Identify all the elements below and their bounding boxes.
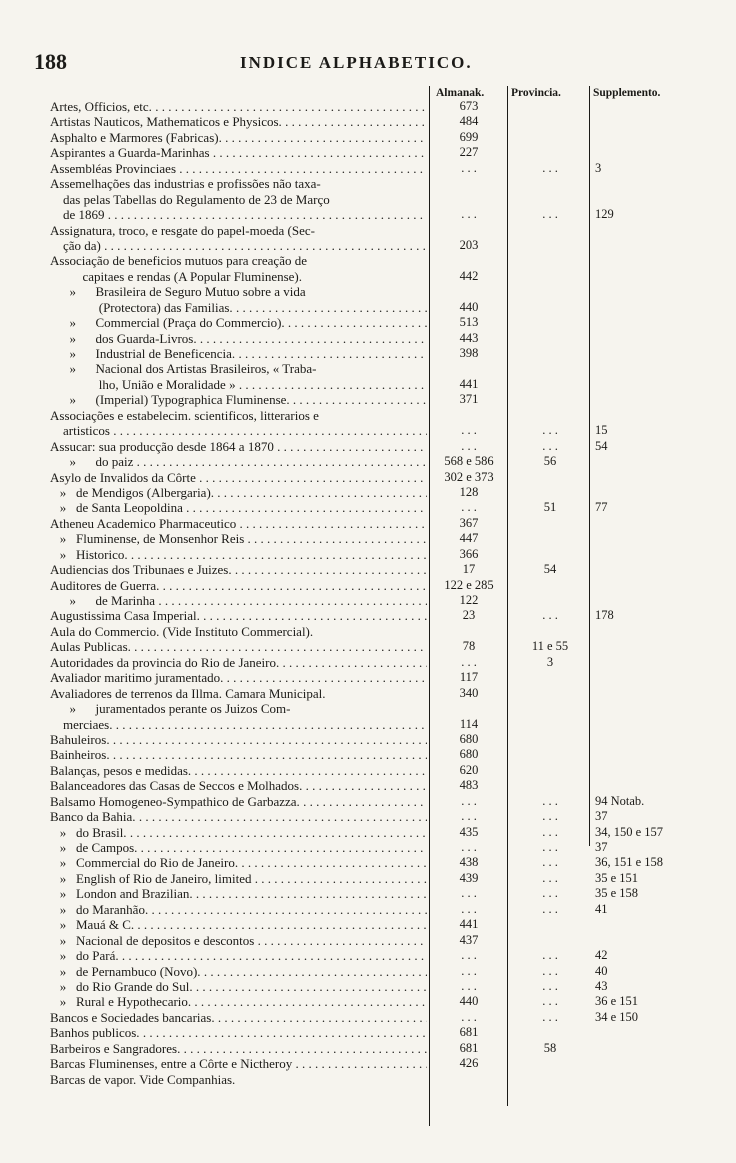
index-entry (50, 902, 690, 917)
supplemento-ref: 36, 151 e 158 (595, 855, 664, 870)
supplemento-ref: 35 e 151 (595, 870, 639, 885)
provincia-ref: . . . (542, 608, 558, 623)
entry-term: Avaliadores de terrenos da Illma. Camara Municipal. (50, 685, 326, 701)
almanak-ref: 483 (459, 778, 479, 793)
page-title: INDICE ALPHABETICO. (240, 53, 473, 72)
index-entry (50, 608, 690, 623)
entry-term: » Nacional dos Artistas Brasileiros, « Traba- (50, 361, 317, 377)
almanak-ref: 426 (459, 1056, 479, 1071)
almanak-ref: . . . (461, 793, 477, 808)
almanak-ref: 114 (459, 716, 479, 731)
entry-term: Balanceadores das Casas de Seccos e Molhados. . . . (50, 778, 427, 793)
entry-term: » London and Brazilian. . . . (50, 886, 427, 901)
provincia-ref: . . . (542, 994, 558, 1009)
index-entry (50, 346, 690, 361)
entry-term: » Commercial do Rio de Janeiro. . . . (50, 855, 427, 870)
supplemento-ref: 35 e 158 (595, 886, 639, 901)
provincia-ref: . . . (542, 948, 558, 963)
index-entry (50, 747, 690, 762)
page-number: 188 (34, 49, 67, 74)
entry-term: » Historico. . . . (50, 547, 427, 562)
entry-term: » Brasileira de Seguro Mutuo sobre a vida (50, 284, 306, 300)
entry-term: ção da) . . . (50, 238, 427, 253)
entry-term: (Protectora) das Familias. . . . (50, 300, 427, 315)
entry-term: » Mauá & C. . . . (50, 917, 427, 932)
provincia-ref: 11 e 55 (531, 639, 569, 654)
supplemento-ref: 40 (595, 963, 608, 978)
index-entry (50, 639, 690, 654)
entry-term: Artistas Nauticos, Mathematicos e Physicos. . . . (50, 114, 427, 129)
almanak-ref: . . . (461, 654, 477, 669)
index-entry (50, 1056, 690, 1071)
index-entry (50, 315, 690, 330)
index-entry (50, 253, 690, 268)
entry-term: Associações e estabelecim. scientificos, litterarios e (50, 407, 319, 423)
index-entry (50, 531, 690, 546)
provincia-ref: . . . (542, 963, 558, 978)
entry-term: » Rural e Hypothecario. . . . (50, 994, 427, 1009)
index-entry (50, 871, 690, 886)
provincia-ref: . . . (542, 423, 558, 438)
supplemento-ref: 37 (595, 809, 608, 824)
index-entry (50, 778, 690, 793)
index-entry (50, 794, 690, 809)
supplemento-ref: 34 e 150 (595, 1009, 639, 1024)
index-entries (50, 99, 690, 1087)
almanak-ref: . . . (461, 160, 477, 175)
entry-term: Banco da Bahia. . . . (50, 809, 427, 824)
index-entry (50, 1041, 690, 1056)
index-entry (50, 562, 690, 577)
almanak-ref: 78 (462, 639, 476, 654)
almanak-ref: 440 (459, 299, 479, 314)
index-entry (50, 655, 690, 670)
index-entry (50, 331, 690, 346)
entry-term: lho, União e Moralidade » . . . (50, 377, 427, 392)
almanak-ref: 484 (459, 114, 479, 129)
index-entry (50, 717, 690, 732)
entry-term: Bahuleiros. . . . (50, 732, 427, 747)
almanak-ref: 17 (462, 562, 476, 577)
index-entry (50, 686, 690, 701)
entry-term: Asylo de Invalidos da Côrte . . . (50, 470, 427, 485)
provincia-ref: . . . (542, 886, 558, 901)
provincia-ref: . . . (542, 1009, 558, 1024)
index-entry (50, 994, 690, 1009)
index-entry (50, 840, 690, 855)
almanak-ref: 23 (462, 608, 476, 623)
index-entry (50, 500, 690, 515)
supplemento-ref: 34, 150 e 157 (595, 824, 664, 839)
supplemento-ref: 3 (595, 160, 602, 175)
entry-term: Aspirantes a Guarda-Marinhas . . . (50, 145, 427, 160)
entry-term: Autoridades da provincia do Rio de Janeiro. . . . (50, 655, 427, 670)
column-header-provincia: Provincia. (511, 87, 561, 99)
entry-term: » do Pará. . . . (50, 948, 427, 963)
almanak-ref: . . . (461, 901, 477, 916)
entry-term: » de Campos. . . . (50, 840, 427, 855)
almanak-ref: 513 (459, 315, 479, 330)
almanak-ref: 680 (459, 747, 479, 762)
entry-term: das pelas Tabellas do Regulamento de 23 de Março (50, 191, 330, 207)
almanak-ref: 441 (459, 376, 479, 391)
supplemento-ref: 43 (595, 978, 608, 993)
almanak-ref: 227 (459, 145, 479, 160)
index-entry (50, 207, 690, 222)
provincia-ref: . . . (542, 855, 558, 870)
almanak-ref: 398 (459, 346, 479, 360)
almanak-ref: 340 (459, 685, 479, 700)
entry-term: » de Pernambuco (Novo). . . . (50, 964, 427, 979)
index-entry (50, 300, 690, 315)
almanak-ref: . . . (461, 978, 477, 993)
almanak-ref: 367 (459, 515, 479, 530)
index-entry (50, 361, 690, 376)
almanak-ref: 122 (459, 593, 479, 607)
index-entry (50, 192, 690, 207)
index-entry (50, 176, 690, 191)
entry-term: Aula do Commercio. (Vide Instituto Commercial). (50, 623, 314, 639)
index-entry (50, 825, 690, 840)
index-entry (50, 284, 690, 299)
index-entry (50, 593, 690, 608)
provincia-ref: . . . (542, 809, 558, 824)
provincia-ref: 58 (543, 1040, 557, 1055)
almanak-ref: 366 (459, 546, 479, 561)
provincia-ref: . . . (542, 901, 558, 916)
supplemento-ref: 41 (595, 901, 608, 916)
index-entry (50, 377, 690, 392)
index-entry (50, 392, 690, 407)
entry-term: Assemelhações das industrias e profissões não taxa- (50, 176, 321, 192)
entry-term: Atheneu Academico Pharmaceutico . . . (50, 516, 427, 531)
index-entry (50, 624, 690, 639)
almanak-ref: . . . (461, 948, 477, 963)
almanak-ref: 371 (459, 392, 479, 407)
supplemento-ref: 42 (595, 948, 608, 963)
entry-term: artisticos . . . (50, 423, 427, 438)
column-header-almanak: Almanak. (436, 87, 485, 99)
provincia-ref: . . . (542, 207, 558, 222)
index-entry (50, 763, 690, 778)
almanak-ref: 122 e 285 (444, 577, 494, 592)
column-header-supplemento: Supplemento. (593, 87, 661, 99)
entry-term: Augustissima Casa Imperial. . . . (50, 608, 427, 623)
entry-term: » English of Rio de Janeiro, limited . . . (50, 871, 427, 886)
entry-term: Avaliador maritimo juramentado. . . . (50, 670, 427, 685)
index-entry (50, 145, 690, 160)
almanak-ref: 438 (459, 855, 479, 870)
entry-term: de 1869 . . . (50, 207, 427, 222)
supplemento-ref: 15 (595, 423, 608, 438)
provincia-ref: . . . (542, 793, 558, 808)
provincia-ref: 51 (543, 500, 557, 515)
index-entry (50, 855, 690, 870)
index-entry (50, 1025, 690, 1040)
entry-term: Associação de beneficios mutuos para creação de (50, 253, 307, 269)
provincia-ref: 54 (543, 562, 557, 577)
almanak-ref: . . . (461, 207, 477, 222)
entry-term: Artes, Officios, etc. . . . (50, 99, 427, 114)
entry-term: Assucar: sua producção desde 1864 a 1870 . . . (50, 439, 427, 454)
supplemento-ref: 129 (595, 207, 614, 222)
almanak-ref: . . . (461, 423, 477, 438)
almanak-ref: . . . (461, 963, 477, 978)
provincia-ref: . . . (542, 978, 558, 993)
almanak-ref: 302 e 373 (444, 469, 494, 484)
entry-term: » Commercial (Praça do Commercio). . . . (50, 315, 427, 330)
almanak-ref: . . . (461, 438, 477, 453)
entry-term: » de Mendigos (Albergaria). . . . (50, 485, 427, 500)
index-entry (50, 269, 690, 284)
entry-term: capitaes e rendas (A Popular Fluminense). (50, 268, 302, 284)
entry-term: Bancos e Sociedades bancarias. . . . (50, 1010, 427, 1025)
entry-term: » Industrial de Beneficencia. . . . (50, 346, 427, 361)
provincia-ref: . . . (542, 438, 558, 453)
index-entry (50, 439, 690, 454)
index-entry (50, 701, 690, 716)
almanak-ref: 441 (459, 917, 479, 932)
index-entry (50, 1072, 690, 1087)
almanak-ref: 439 (459, 870, 479, 885)
supplemento-ref: 37 (595, 840, 608, 854)
index-entry (50, 917, 690, 932)
almanak-ref: . . . (461, 840, 477, 854)
almanak-ref: 447 (459, 531, 479, 546)
provincia-ref: . . . (542, 840, 558, 854)
almanak-ref: 568 e 586 (444, 454, 494, 469)
index-entry (50, 933, 690, 948)
entry-term: Barcas de vapor. Vide Companhias. (50, 1071, 236, 1087)
entry-term: Assembléas Provinciaes . . . (50, 161, 427, 176)
index-entry (50, 238, 690, 253)
almanak-ref: 435 (459, 824, 479, 839)
almanak-ref: 681 (459, 1040, 479, 1055)
almanak-ref: 443 (459, 330, 479, 345)
entry-term: » do paiz . . . (50, 454, 427, 469)
entry-term: Aulas Publicas. . . . (50, 639, 427, 654)
entry-term: » do Brasil. . . . (50, 825, 427, 840)
entry-term: Balsamo Homogeneo-Sympathico de Garbazza. . . . (50, 794, 427, 809)
entry-term: » Nacional de depositos e descontos . . . (50, 933, 427, 948)
entry-term: » (Imperial) Typographica Fluminense. . . . (50, 392, 427, 407)
provincia-ref: 56 (543, 454, 557, 469)
almanak-ref: 128 (459, 484, 479, 499)
index-entry (50, 578, 690, 593)
entry-term: Audiencias dos Tribunaes e Juizes. . . . (50, 562, 427, 577)
almanak-ref: . . . (461, 809, 477, 824)
provincia-ref: . . . (542, 870, 558, 885)
entry-term: » do Rio Grande do Sul. . . . (50, 979, 427, 994)
index-entry (50, 809, 690, 824)
entry-term: Assignatura, troco, e resgate do papel-moeda (Sec- (50, 222, 315, 238)
almanak-ref: . . . (461, 500, 477, 515)
index-entry (50, 886, 690, 901)
supplemento-ref: 77 (595, 500, 608, 515)
supplemento-ref: 54 (595, 438, 608, 453)
almanak-ref: 437 (459, 932, 479, 947)
entry-term: Banhos publicos. . . . (50, 1025, 427, 1040)
index-entry (50, 547, 690, 562)
entry-term: Auditores de Guerra. . . . (50, 578, 427, 593)
entry-term: merciaes. . . . (50, 717, 427, 732)
almanak-ref: 442 (459, 268, 479, 283)
index-entry (50, 732, 690, 747)
almanak-ref: 440 (459, 994, 479, 1009)
entry-term: » do Maranhão. . . . (50, 902, 427, 917)
supplemento-ref: 94 Notab. (595, 793, 645, 808)
index-entry (50, 979, 690, 994)
entry-term: » de Marinha . . . (50, 593, 427, 608)
almanak-ref: . . . (461, 886, 477, 901)
provincia-ref: . . . (542, 824, 558, 839)
entry-term: » de Santa Leopoldina . . . (50, 500, 427, 515)
index-entry (50, 670, 690, 685)
provincia-ref: . . . (542, 160, 558, 175)
index-entry (50, 516, 690, 531)
entry-term: Bainheiros. . . . (50, 747, 427, 762)
entry-term: Barcas Fluminenses, entre a Côrte e Nictheroy . . . (50, 1056, 427, 1071)
supplemento-ref: 36 e 151 (595, 994, 639, 1009)
index-entry (50, 99, 690, 114)
entry-term: Balanças, pesos e medidas. . . . (50, 763, 427, 778)
index-entry (50, 114, 690, 129)
almanak-ref: 620 (459, 762, 479, 777)
index-entry (50, 223, 690, 238)
almanak-ref: 680 (459, 731, 479, 746)
index-entry (50, 454, 690, 469)
entry-term: » juramentados perante os Juizos Com- (50, 701, 291, 717)
index-entry (50, 948, 690, 963)
index-entry (50, 408, 690, 423)
index-entry (50, 485, 690, 500)
almanak-ref: 117 (459, 670, 479, 685)
entry-term: » dos Guarda-Livros. . . . (50, 331, 427, 346)
index-entry (50, 1010, 690, 1025)
index-entry (50, 470, 690, 485)
almanak-ref: 203 (459, 237, 479, 252)
entry-term: Asphalto e Marmores (Fabricas). . . . (50, 130, 427, 145)
page-header (34, 49, 694, 79)
almanak-ref: 699 (459, 129, 479, 144)
almanak-ref: 681 (459, 1025, 479, 1040)
entry-term: Barbeiros e Sangradores. . . . (50, 1041, 427, 1056)
entry-term: » Fluminense, de Monsenhor Reis . . . (50, 531, 427, 546)
index-entry (50, 161, 690, 176)
index-entry (50, 130, 690, 145)
almanak-ref: . . . (461, 1009, 477, 1024)
almanak-ref: 673 (459, 99, 479, 113)
index-entry (50, 423, 690, 438)
index-entry (50, 964, 690, 979)
supplemento-ref: 178 (595, 608, 614, 623)
provincia-ref: 3 (546, 654, 554, 669)
